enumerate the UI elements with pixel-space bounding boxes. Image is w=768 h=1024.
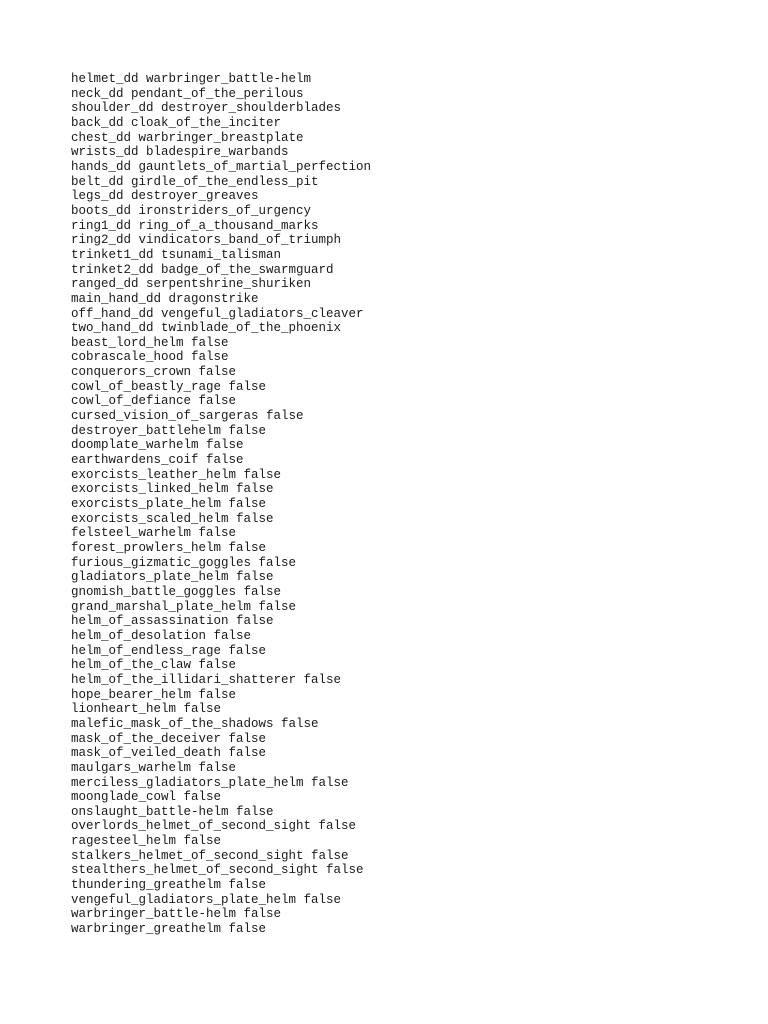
text-line: belt_dd girdle_of_the_endless_pit xyxy=(71,174,319,189)
text-line: hope_bearer_helm false xyxy=(71,687,237,702)
text-line: exorcists_leather_helm false xyxy=(71,467,282,482)
text-line: vengeful_gladiators_plate_helm false xyxy=(71,892,342,907)
text-line: warbringer_battle-helm false xyxy=(71,907,282,922)
text-line: helm_of_assassination false xyxy=(71,614,274,629)
text-line: forest_prowlers_helm false xyxy=(71,541,267,555)
text-line: stealthers_helmet_of_second_sight false xyxy=(71,863,364,878)
text-line: gladiators_plate_helm false xyxy=(71,570,274,585)
text-line: neck_dd pendant_of_the_perilous xyxy=(71,86,304,101)
text-line: lionheart_helm false xyxy=(71,702,222,717)
text-line: cowl_of_beastly_rage false xyxy=(71,379,267,394)
text-line: cowl_of_defiance false xyxy=(71,394,237,409)
document-text xyxy=(71,72,371,937)
text-line: ring2_dd vindicators_band_of_triumph xyxy=(71,233,342,248)
text-line: conquerors_crown false xyxy=(71,365,237,380)
text-line: trinket1_dd tsunami_talisman xyxy=(71,247,282,262)
text-line: helm_of_the_claw false xyxy=(71,658,237,673)
text-line: ranged_dd serpentshrine_shuriken xyxy=(71,277,312,292)
text-line: two_hand_dd twinblade_of_the_phoenix xyxy=(71,321,342,336)
text-line: mask_of_veiled_death false xyxy=(71,746,267,761)
text-line: wrists_dd bladespire_warbands xyxy=(71,145,289,160)
text-line: grand_marshal_plate_helm false xyxy=(71,599,297,614)
text-line: stalkers_helmet_of_second_sight false xyxy=(71,848,349,863)
text-line: overlords_helmet_of_second_sight false xyxy=(71,819,357,834)
text-line: onslaught_battle-helm false xyxy=(71,804,274,819)
text-line: helmet_dd warbringer_battle-helm xyxy=(71,72,312,86)
text-line: thundering_greathelm false xyxy=(71,878,267,893)
text-line: helm_of_the_illidari_shatterer false xyxy=(71,672,342,687)
text-line: helm_of_endless_rage false xyxy=(71,643,267,658)
text-line: cobrascale_hood false xyxy=(71,350,229,365)
text-line: malefic_mask_of_the_shadows false xyxy=(71,716,319,731)
text-line: maulgars_warhelm false xyxy=(71,760,237,775)
text-line: gnomish_battle_goggles false xyxy=(71,584,282,599)
text-line: moonglade_cowl false xyxy=(71,790,222,805)
text-line: mask_of_the_deceiver false xyxy=(71,731,267,746)
text-line: back_dd cloak_of_the_inciter xyxy=(71,115,282,130)
text-line: chest_dd warbringer_breastplate xyxy=(71,130,304,145)
text-line: hands_dd gauntlets_of_martial_perfection xyxy=(71,159,372,174)
text-line: earthwardens_coif false xyxy=(71,453,244,468)
text-line: shoulder_dd destroyer_shoulderblades xyxy=(71,101,342,116)
text-line: furious_gizmatic_goggles false xyxy=(71,555,297,570)
text-line: felsteel_warhelm false xyxy=(71,526,237,541)
text-line: trinket2_dd badge_of_the_swarmguard xyxy=(71,262,334,277)
text-line: helm_of_desolation false xyxy=(71,628,252,643)
text-line: main_hand_dd dragonstrike xyxy=(71,291,259,306)
text-line: exorcists_plate_helm false xyxy=(71,497,267,512)
text-line: doomplate_warhelm false xyxy=(71,438,244,453)
text-line: exorcists_scaled_helm false xyxy=(71,511,274,526)
text-line: destroyer_battlehelm false xyxy=(71,423,267,438)
text-line: legs_dd destroyer_greaves xyxy=(71,189,259,204)
text-line: boots_dd ironstriders_of_urgency xyxy=(71,203,312,218)
text-line: ragesteel_helm false xyxy=(71,834,222,849)
text-line: warbringer_greathelm false xyxy=(71,922,267,937)
text-line: ring1_dd ring_of_a_thousand_marks xyxy=(71,218,319,233)
text-line: merciless_gladiators_plate_helm false xyxy=(71,775,349,790)
text-line: beast_lord_helm false xyxy=(71,335,229,350)
text-line: off_hand_dd vengeful_gladiators_cleaver xyxy=(71,306,364,321)
text-line: exorcists_linked_helm false xyxy=(71,482,274,497)
text-line: cursed_vision_of_sargeras false xyxy=(71,409,304,424)
